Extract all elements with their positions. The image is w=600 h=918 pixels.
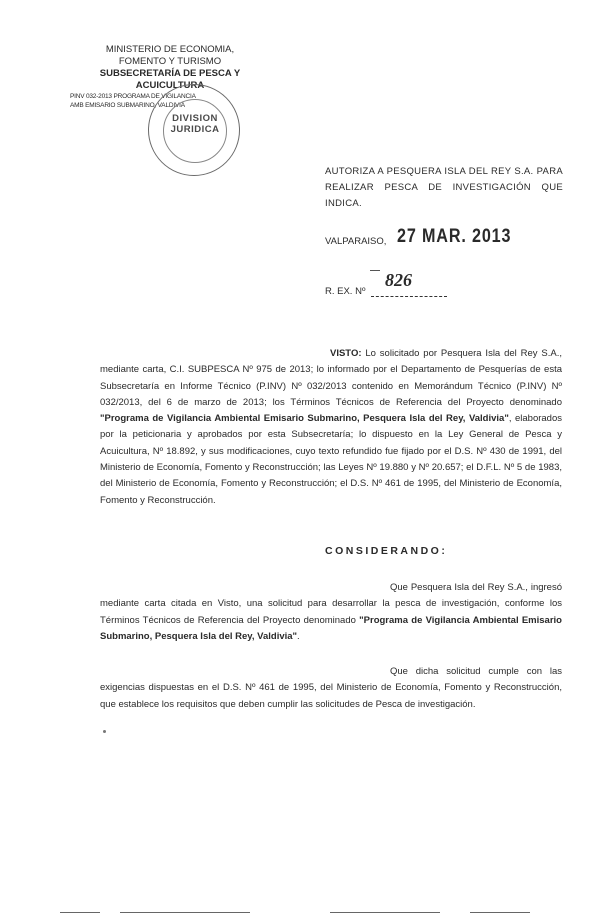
visto-text-b: , elaborados por la peticionaria y aprobados por esta Subsecretaría; lo dispuesto en la Ley General de Pesca y Acuicultura, Nº 18.892, y sus modificaciones, cuyo texto refundido fue fijado por el D.S. Nº 430 de 1991, del Ministerio de Economía, Fomento y Reconstrucción; las Leyes Nº 19.880 y Nº 20.657; el D.F.L. Nº 5 de 1983, del Ministerio de Economía, Fomento y Reconstrucción; el D.S. Nº 461 de 1995, del Ministerio de Economía, Fomento y Reconstrucción. (100, 413, 562, 506)
c1-text-a: Que Pesquera Isla del Rey S.A., ingresó mediante carta citada en Visto, una solicitud para desarrollar la pesca de investigación, conforme los Términos Técnicos de Referencia del Proyecto denominado (100, 582, 562, 626)
considerando-title: CONSIDERANDO: (325, 545, 448, 557)
resolution-number: 826 (385, 270, 412, 290)
considerando-paragraph-2: Que dicha solicitud cumple con las exigencias dispuestas en el D.S. Nº 461 de 1995, del Ministerio de Economía, Fomento y Reconstrucción, que establece los requisitos que deben cumplir las solicitudes de Pesca de investigación. (100, 666, 562, 710)
footer-rule-1 (60, 912, 100, 913)
stamp-text (149, 113, 241, 135)
visto-project-name: "Programa de Vigilancia Ambiental Emisario Submarino, Pesquera Isla del Rey, Valdivia" (100, 413, 509, 425)
stamp-line-2: JURIDICA (170, 124, 220, 135)
footer-rule-4 (470, 912, 530, 913)
place-label: VALPARAISO, (325, 236, 387, 247)
resolution-number-line (371, 296, 447, 297)
ministry-name: MINISTERIO DE ECONOMIA, (105, 44, 235, 55)
footer-rule-2 (120, 912, 250, 913)
subsecretaria-name: SUBSECRETARÍA DE PESCA Y ACUICULTURA (99, 68, 241, 91)
division-juridica-stamp (148, 84, 240, 176)
scan-mark (103, 730, 106, 733)
c1-text-b: . (297, 630, 300, 642)
resolution-label: R. EX. Nº (325, 286, 366, 297)
considerando-paragraph-1 (100, 580, 562, 645)
reference-line-1: PINV 032-2013 PROGRAMA DE VIGILANCIA (70, 93, 196, 100)
visto-label: VISTO: (330, 348, 362, 359)
footer-rule-3 (330, 912, 440, 913)
ministry-name-cont: FOMENTO Y TURISMO (118, 56, 222, 67)
c1-project-name: "Programa de Vigilancia Ambiental Emisario Submarino, Pesquera Isla del Rey, Valdivia" (100, 614, 562, 642)
visto-text-a: Lo solicitado por Pesquera Isla del Rey S.A., mediante carta, C.I. SUBPESCA Nº 975 de 2013; lo informado por el Departamento de Pesquerías de esta Subsecretaría en Informe Técnico (P.INV) Nº 032/2013 contenido en Memorándum Técnico (P.INV) Nº 032/2013, del 6 de marzo de 2013; los Términos Técnicos de Referencia del Proyecto denominado (100, 348, 562, 408)
stamp-line-1: DIVISION (172, 113, 218, 124)
visto-paragraph (100, 346, 562, 509)
decorative-dash (370, 270, 380, 271)
reference-line-2: AMB EMISARIO SUBMARINO, VALDIVIA (70, 102, 185, 109)
document-subject: AUTORIZA A PESQUERA ISLA DEL REY S.A. PARA REALIZAR PESCA DE INVESTIGACIÓN QUE INDICA. (325, 166, 563, 209)
document-date: 27 MAR. 2013 (397, 226, 512, 247)
